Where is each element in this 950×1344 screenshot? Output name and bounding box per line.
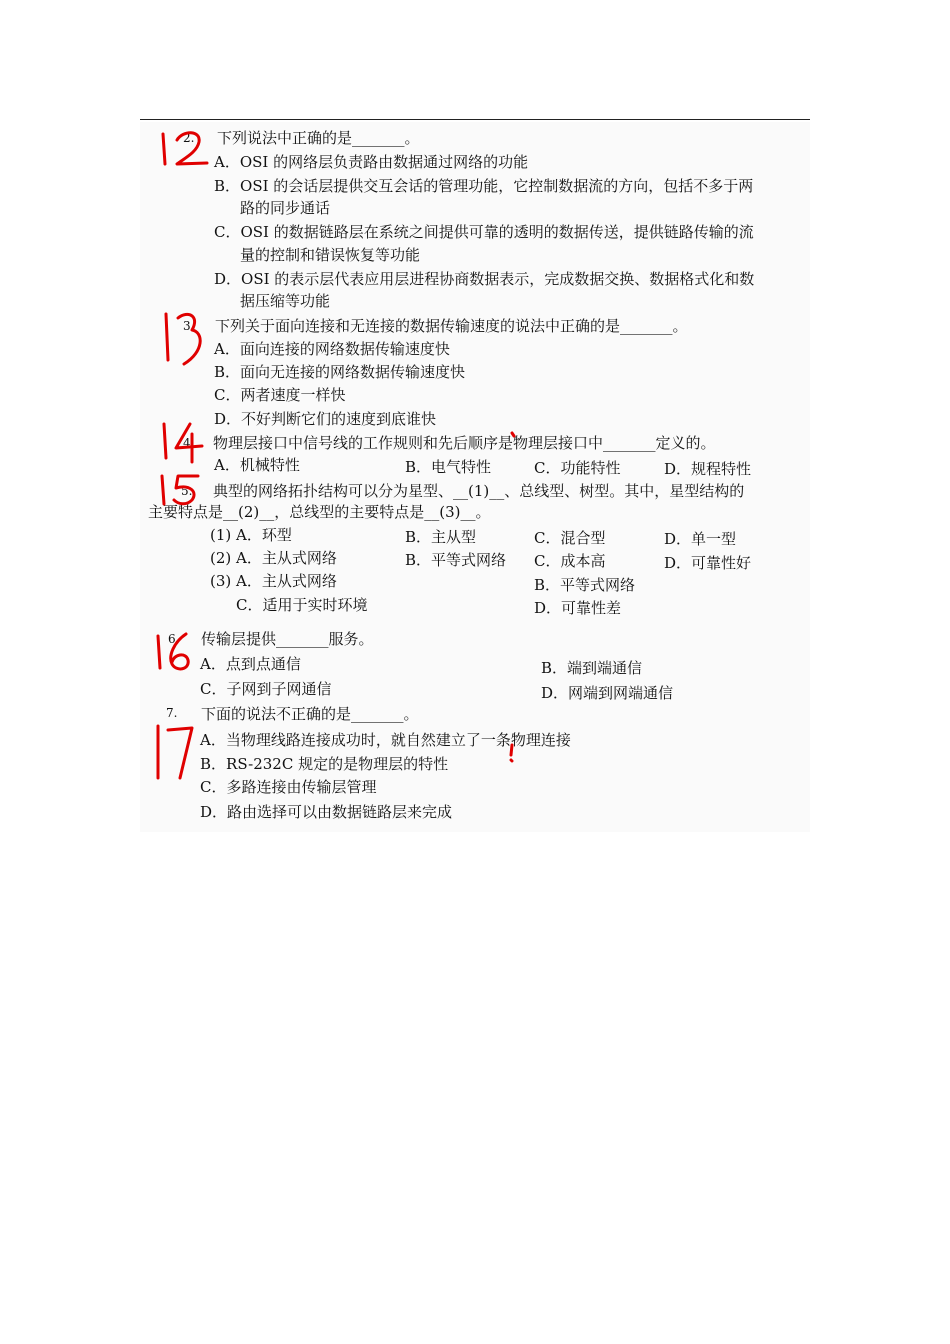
question-number: 4. xyxy=(183,436,195,450)
option-1-a: (1) A．环型 xyxy=(210,526,292,544)
option-c: C．OSI 的数据链路层在系统之间提供可靠的透明的数据传送，提供链路传输的流 xyxy=(214,223,754,241)
question-stem: 下面的说法不正确的是_______。 xyxy=(201,705,419,723)
option-2-a: (2) A．主从式网络 xyxy=(210,549,337,567)
red-ink-mark xyxy=(505,742,519,764)
blank-3: __(3)__ xyxy=(424,503,476,521)
stem-text: 主要特点是 xyxy=(148,503,224,521)
option-d: D．OSI 的表示层代表应用层进程协商数据表示，完成数据交换、数据格式化和数 xyxy=(214,270,755,288)
question-number: 7. xyxy=(166,706,178,720)
option-b-cont: 路的同步通话 xyxy=(240,199,331,217)
question-stem: 下列关于面向连接和无连接的数据传输速度的说法中正确的是_______。 xyxy=(215,317,688,335)
stem-text: ，总线型的主要特点是 xyxy=(274,503,425,521)
stem-text: 。 xyxy=(475,503,491,521)
option-3-d: D．可靠性差 xyxy=(534,599,622,617)
stem-text: 典型的网络拓扑结构可以分为星型、 xyxy=(213,482,454,500)
blank-2: __(2)__ xyxy=(223,503,275,521)
option-a: A．点到点通信 xyxy=(200,655,301,673)
option-1-d: D．单一型 xyxy=(664,530,737,548)
question-number: 5. xyxy=(181,484,193,498)
option-2-c: C．成本高 xyxy=(534,552,606,570)
red-ink-dot xyxy=(508,430,518,440)
option-2-d: D．可靠性好 xyxy=(664,554,752,572)
option-c-cont: 量的控制和错误恢复等功能 xyxy=(240,246,421,264)
question-stem: 下列说法中正确的是_______。 xyxy=(217,129,420,147)
option-b: B．电气特性 xyxy=(405,458,492,476)
handwritten-label-16 xyxy=(152,630,198,674)
option-d: D．不好判断它们的速度到底谁快 xyxy=(214,410,437,428)
question-number: 3. xyxy=(183,319,195,333)
option-d: D．规程特性 xyxy=(664,460,752,478)
option-a: A．OSI 的网络层负责路由数据通过网络的功能 xyxy=(214,153,529,171)
stem-text: 、总线型、树型。其中，星型结构的 xyxy=(504,482,745,500)
question-number: 6. xyxy=(168,632,180,646)
blank-1: __(1)__ xyxy=(453,482,505,500)
option-d: D．路由选择可以由数据链路层来完成 xyxy=(200,803,453,821)
option-2-b: B．平等式网络 xyxy=(405,551,507,569)
option-b: B．RS-232C 规定的是物理层的特性 xyxy=(200,755,449,773)
option-d: D．网端到网端通信 xyxy=(541,684,674,702)
option-3-c: C．适用于实时环境 xyxy=(236,596,368,614)
option-b: B．OSI 的会话层提供交互会话的管理功能，它控制数据流的方向，包括不多于两 xyxy=(214,177,754,195)
option-a: A．面向连接的网络数据传输速度快 xyxy=(214,340,450,358)
option-c: C．子网到子网通信 xyxy=(200,680,332,698)
option-c: C．多路连接由传输层管理 xyxy=(200,778,377,796)
option-1-c: C．混合型 xyxy=(534,529,606,547)
option-d-cont: 据压缩等功能 xyxy=(240,292,331,310)
option-b: B．端到端通信 xyxy=(541,659,643,677)
question-stem: 物理层接口中信号线的工作规则和先后顺序是物理层接口中_______定义的。 xyxy=(213,434,716,452)
question-stem: 传输层提供_______服务。 xyxy=(201,630,374,648)
question-stem-line-1 xyxy=(213,482,744,500)
header-rule xyxy=(140,119,810,120)
option-b: B．面向无连接的网络数据传输速度快 xyxy=(214,363,466,381)
option-a: A．当物理线路连接成功时，就自然建立了一条物理连接 xyxy=(200,731,571,749)
handwritten-label-14 xyxy=(158,420,206,464)
option-3-b: B．平等式网络 xyxy=(534,576,636,594)
option-1-b: B．主从型 xyxy=(405,528,477,546)
option-c: C．功能特性 xyxy=(534,459,621,477)
handwritten-label-13 xyxy=(160,308,212,368)
handwritten-label-12 xyxy=(155,128,215,170)
question-number: 2. xyxy=(183,131,195,145)
option-3-a: (3) A．主从式网络 xyxy=(210,572,337,590)
handwritten-label-17 xyxy=(150,722,196,782)
option-a: A．机械特性 xyxy=(214,456,300,474)
handwritten-label-15 xyxy=(156,470,204,510)
option-c: C．两者速度一样快 xyxy=(214,386,346,404)
